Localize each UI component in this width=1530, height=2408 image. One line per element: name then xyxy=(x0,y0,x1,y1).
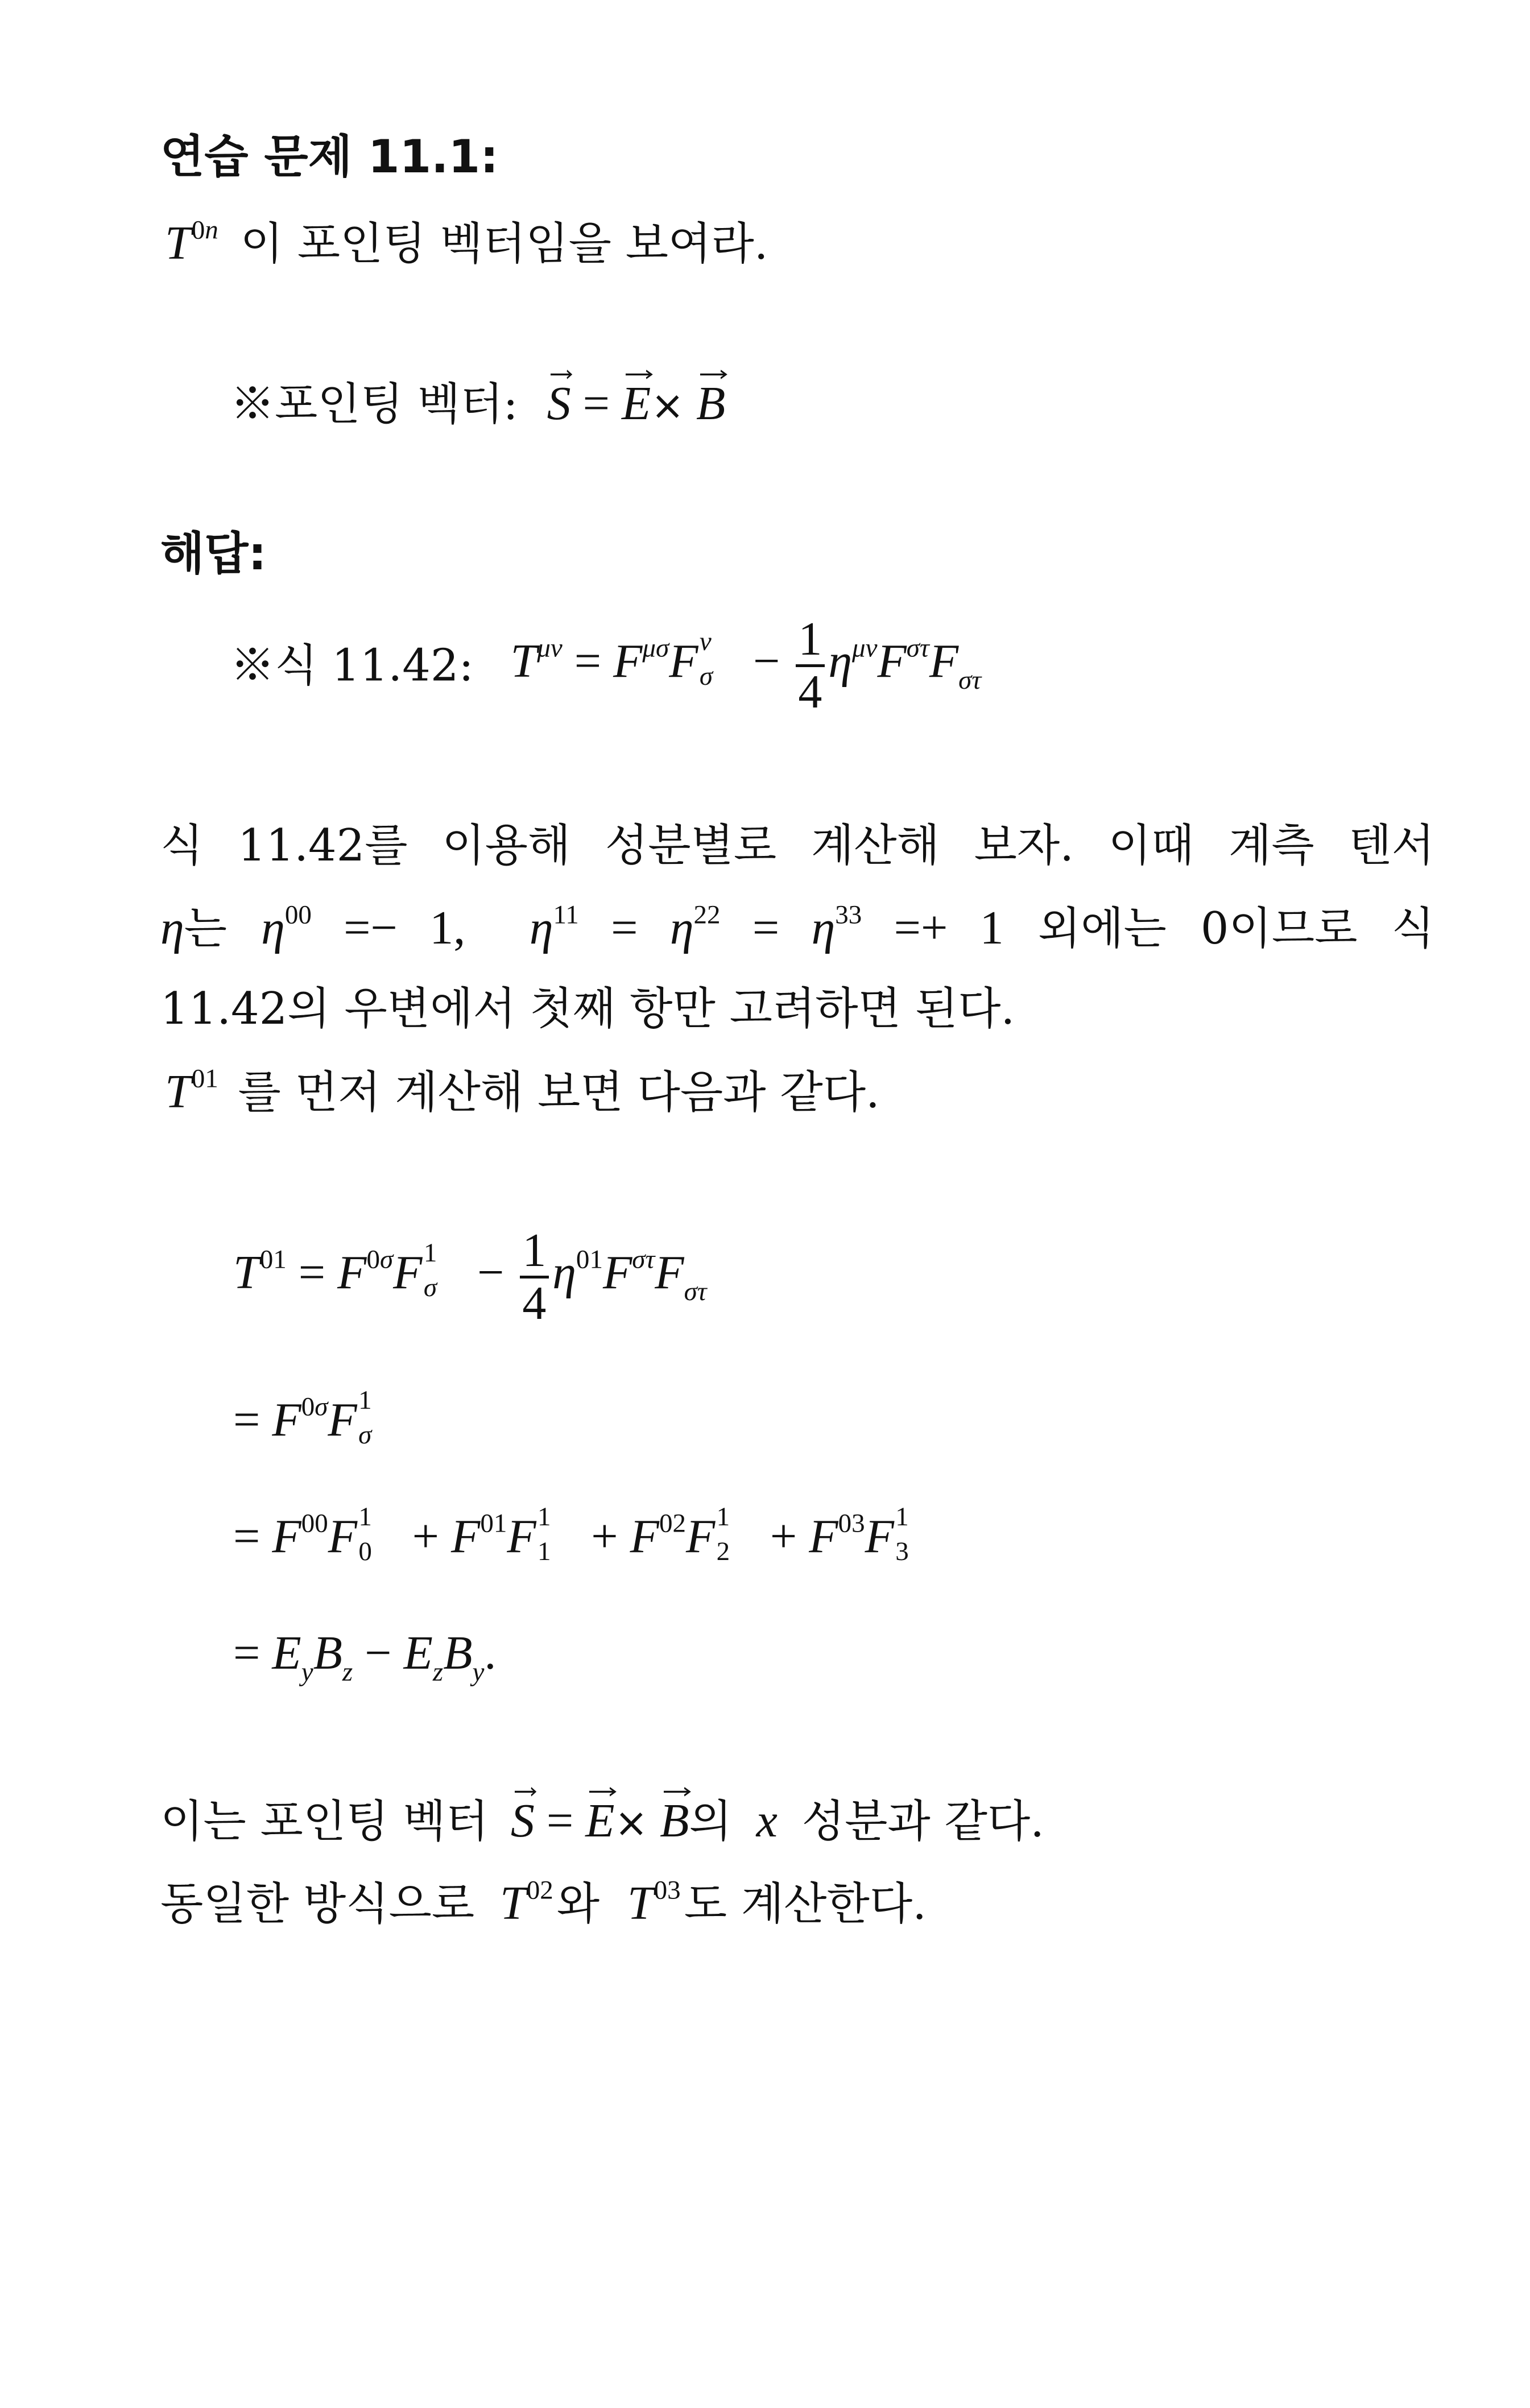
solution-title: 해답: xyxy=(160,527,267,580)
conclusion-line1-a: 이는 포인팅 벡터 xyxy=(160,1796,489,1847)
paragraph-line2-b: 외에는 0이므로 식 xyxy=(1037,903,1435,954)
fraction-one-quarter: 1 4 xyxy=(796,614,824,717)
vector-E-2: E xyxy=(585,1797,614,1845)
equation-11-42-formula: $T^{\mu\nu} = F^{\mu\sigma}F$ ν σ − 1 4 $\eta^{\mu\nu}F^{\sigma\tau}F_{\sigma\tau}$ xyxy=(510,613,982,719)
math-T-01: $T^{01}$ xyxy=(165,1064,218,1118)
exercise-statement xyxy=(165,215,768,270)
conclusion-line-2 xyxy=(160,1875,927,1930)
vector-S: S xyxy=(547,380,571,428)
paragraph-line4-text: 를 먼저 계산해 보면 다음과 같다. xyxy=(238,1067,880,1118)
math-x: x xyxy=(756,1794,778,1847)
fraction-one-quarter-2: 1 4 xyxy=(520,1226,548,1329)
math-T-0n: $T^{0n}$ xyxy=(165,215,218,270)
equation-11-42 xyxy=(230,614,981,717)
conclusion-line-1 xyxy=(160,1794,1045,1847)
solution-paragraph-line-3: 11.42의 우변에서 첫째 항만 고려하면 된다. xyxy=(160,983,1015,1035)
solution-paragraph-line-4 xyxy=(165,1064,880,1118)
derivation-line-1: $T^{01} = F^{0\sigma}F$ 1 σ − 1 4 $\eta^{01}F^{\sigma\tau}F_{\sigma\tau}$ xyxy=(233,1224,707,1330)
conclusion-line2-a: 동일한 방식으로 xyxy=(160,1879,475,1930)
math-T-02: $T^{02}$ xyxy=(500,1875,553,1930)
vector-B: B xyxy=(696,380,725,428)
conclusion-line1-c: 성분과 같다. xyxy=(801,1796,1045,1847)
solution-paragraph-line-1: 식 11.42를 이용해 성분별로 계산해 보자. 이때 계측 텐서 xyxy=(160,820,1434,871)
paragraph-line2-a: 는 xyxy=(184,903,228,954)
vector-E: E xyxy=(622,380,651,428)
poynting-vector-formula-2: S = E × B xyxy=(511,1794,689,1847)
exercise-title: 연습 문제 11.1: xyxy=(160,130,499,183)
conclusion-line2-c: 도 계산한다. xyxy=(684,1879,927,1930)
derivation-line-2: = $F^{0\sigma}F$ 1 σ xyxy=(233,1385,372,1450)
solution-paragraph-line-2 xyxy=(160,900,1435,954)
math-T-03: $T^{03}$ xyxy=(627,1875,681,1930)
vector-B-2: B xyxy=(660,1797,689,1845)
poynting-note-label: ※포인팅 벡터: xyxy=(230,379,518,430)
math-eta: η xyxy=(160,901,184,954)
poynting-note xyxy=(230,377,726,430)
vector-S-2: S xyxy=(511,1797,535,1845)
derivation-line-3: = $F^{00}F$ 1 0 + $F^{01}F$ 1 1 + $F^{02}F$ 1 2 + $F^{03}F$ 1 3 xyxy=(233,1501,909,1566)
equation-ref-label: ※식 11.42: xyxy=(230,640,474,692)
conclusion-line2-b: 와 xyxy=(556,1879,600,1930)
derivation-line-4: = $E_yB_z - E_zB_y$. xyxy=(233,1627,497,1687)
metric-components: $\eta^{00} =- 1$, $\eta^{11} = \eta^{22} = \eta^{33} =+ 1$ xyxy=(261,900,1004,954)
poynting-vector-formula: S = E × B xyxy=(547,377,726,430)
conclusion-line1-b: 의 xyxy=(689,1796,732,1847)
exercise-statement-text: 이 포인팅 벡터임을 보여라. xyxy=(240,218,768,270)
